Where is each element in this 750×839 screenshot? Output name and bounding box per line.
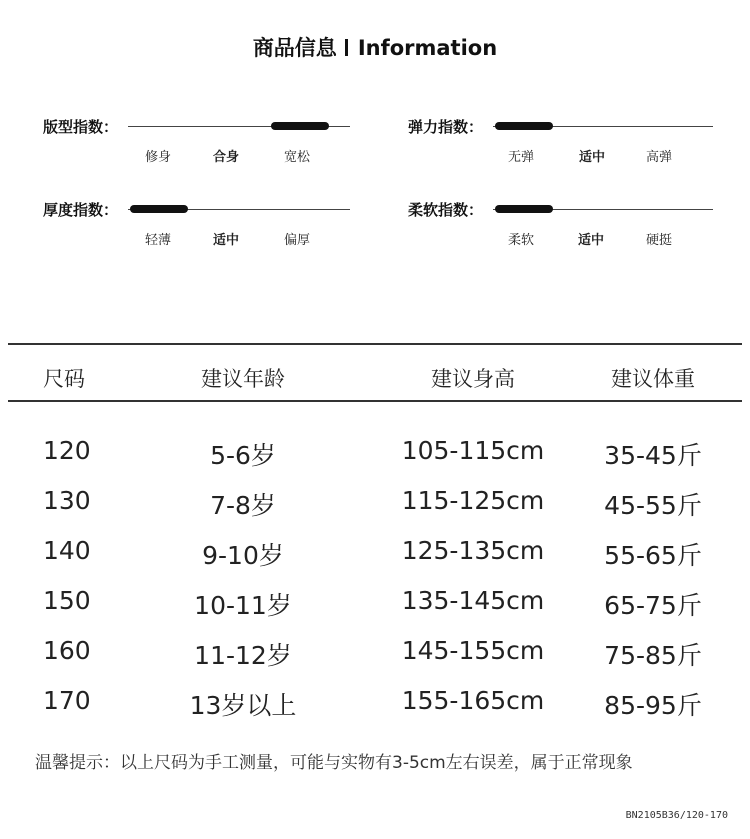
title-cn: 商品信息 (252, 36, 337, 60)
measurement-note: 温馨提示：以上尺码为手工测量，可能与实物有3-5cm左右误差，属于正常现象 (35, 753, 633, 773)
indicator-option: 适中 (213, 233, 240, 248)
indicator-label: 版型指数： (43, 118, 119, 136)
indicator-knob (130, 205, 188, 213)
indicator-option: 适中 (578, 233, 605, 248)
table-header-size: 尺码 (43, 367, 85, 391)
cell-height: 135-145cm (401, 586, 545, 615)
indicator-option: 修身 (145, 150, 172, 165)
cell-age: 5-6岁 (210, 441, 276, 470)
cell-height: 105-115cm (401, 436, 545, 465)
indicator-softness (408, 201, 708, 269)
cell-weight: 55-65斤 (604, 541, 702, 570)
indicator-elasticity (408, 118, 708, 186)
table-row (8, 636, 742, 686)
table-row (8, 586, 742, 636)
table-header-weight: 建议体重 (611, 367, 695, 391)
cell-size: 170 (43, 686, 91, 715)
title-separator (345, 39, 348, 56)
cell-weight: 65-75斤 (604, 591, 702, 620)
indicator-knob (495, 205, 553, 213)
cell-weight: 85-95斤 (604, 691, 702, 720)
cell-height: 145-155cm (401, 636, 545, 665)
table-top-border (8, 343, 742, 345)
table-row (8, 686, 742, 736)
indicator-option-selected: 柔软 (508, 233, 535, 248)
cell-age: 9-10岁 (202, 541, 284, 570)
title-en: Information (357, 36, 498, 60)
indicator-option: 高弹 (646, 150, 673, 165)
indicator-knob (495, 122, 553, 130)
table-row (8, 436, 742, 486)
cell-height: 115-125cm (401, 486, 545, 515)
indicator-option: 合身 (213, 150, 240, 165)
cell-weight: 35-45斤 (604, 441, 702, 470)
cell-age: 10-11岁 (194, 591, 292, 620)
table-header-age: 建议年龄 (201, 367, 285, 391)
table-header-height: 建议身高 (431, 367, 515, 391)
cell-height: 155-165cm (401, 686, 545, 715)
indicator-option-selected: 宽松 (284, 150, 311, 165)
table-header-border (8, 400, 742, 402)
cell-size: 140 (43, 536, 91, 565)
cell-size: 130 (43, 486, 91, 515)
cell-size: 150 (43, 586, 91, 615)
cell-size: 160 (43, 636, 91, 665)
indicator-label: 柔软指数： (408, 201, 484, 219)
indicator-label: 弹力指数： (408, 118, 484, 136)
cell-size: 120 (43, 436, 91, 465)
cell-age: 7-8岁 (210, 491, 276, 520)
indicator-knob (271, 122, 329, 130)
cell-weight: 75-85斤 (604, 641, 702, 670)
indicator-option-selected: 无弹 (508, 150, 535, 165)
product-code: BN2105B36/120-170 (625, 810, 728, 821)
cell-age: 13岁以上 (189, 691, 297, 720)
page-title (0, 32, 750, 62)
indicator-option: 偏厚 (284, 233, 311, 248)
indicator-label: 厚度指数： (43, 201, 119, 219)
indicator-option-selected: 轻薄 (145, 233, 172, 248)
table-row (8, 536, 742, 586)
indicator-option: 硬挺 (646, 233, 673, 248)
cell-weight: 45-55斤 (604, 491, 702, 520)
cell-height: 125-135cm (401, 536, 545, 565)
cell-age: 11-12岁 (194, 641, 292, 670)
indicator-thickness (43, 201, 343, 269)
table-row (8, 486, 742, 536)
indicator-option: 适中 (579, 150, 606, 165)
indicator-fit (43, 118, 343, 186)
